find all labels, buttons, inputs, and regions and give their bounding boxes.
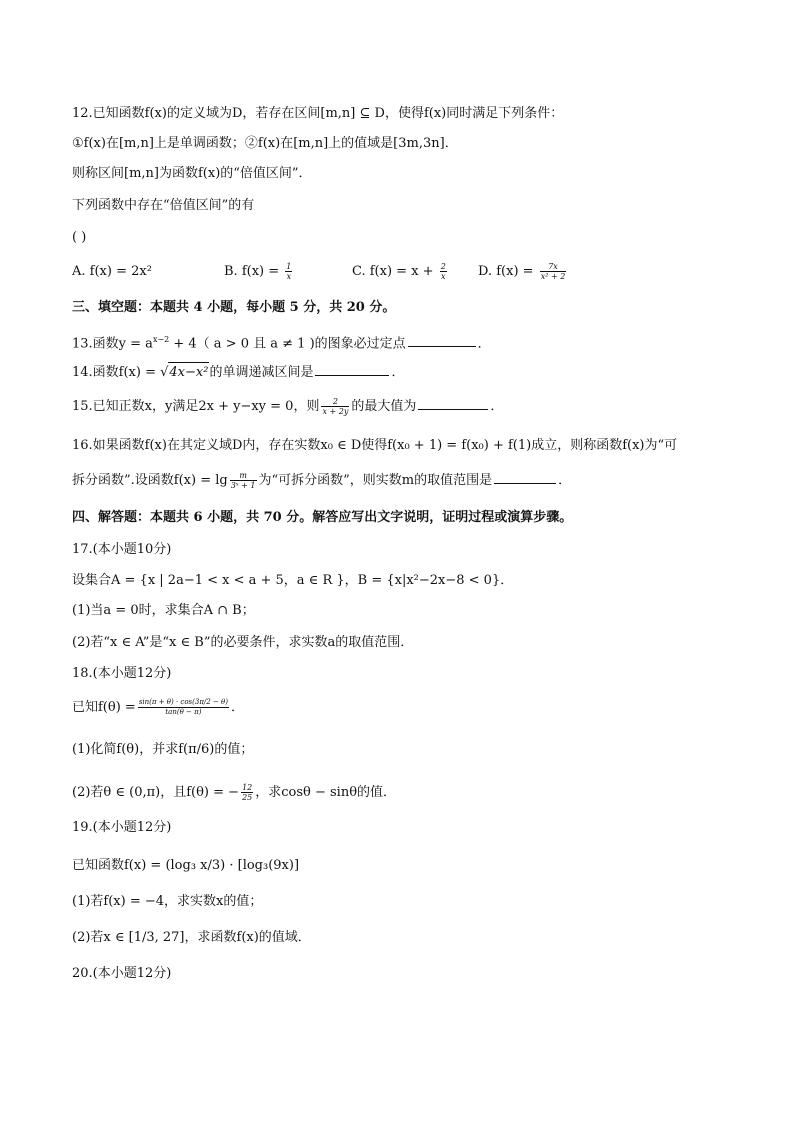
q18-line3-num: 12 [242, 783, 253, 792]
q19-line1: 已知函数f(x) = (log₃ x/3) · [log₃(9x)] [72, 858, 300, 873]
q14-pre: 14.函数f(x) = √ [72, 365, 169, 380]
q18-line3-pre: (2)若θ ∈ (0,π)，且f(θ) = − [72, 785, 240, 800]
q12-option-b-fraction [285, 262, 292, 281]
q12-option-b-den: x [286, 272, 292, 281]
q15 [72, 397, 503, 417]
q15-pre: 15.已知正数x，y满足2x + y−xy = 0，则 [72, 399, 320, 414]
q12-line2: ①f(x)在[m,n]上是单调函数；②f(x)在[m,n]上的值域是[3m,3n]． [72, 136, 458, 151]
q12-option-b-num: 1 [286, 262, 292, 271]
q18-den: tan(θ − π) [165, 708, 202, 716]
q18-num: sin(π + θ) · cos(3π/2 − θ) [138, 698, 229, 706]
q13-mid: + 4（ a > 0 且 a ≠ 1 )的图象必过定点 [169, 336, 406, 352]
q12-option-c-den: x [440, 272, 446, 281]
q18-line2: (1)化简f(θ)，并求f(π/6)的值； [72, 742, 254, 757]
q13-pre: 13.函数y = a [72, 336, 153, 352]
q15-answer-blank [418, 408, 488, 410]
q19-line3: (2)若x ∈ [1/3, 27]，求函数f(x)的值域． [72, 930, 311, 945]
q12-option-d [478, 262, 568, 282]
q15-mid: 的最大值为 [351, 399, 417, 414]
q12-option-c-fraction [440, 262, 447, 281]
q14 [72, 362, 404, 383]
q12-option-c-pre: C. f(x) = x + [352, 264, 434, 279]
q12-option-c-num: 2 [440, 262, 446, 271]
q18-line3-end: ，求cosθ − sinθ的值． [255, 785, 397, 800]
q12-option-c [352, 262, 449, 282]
q16-line2 [72, 471, 571, 491]
q12-line4: 下列函数中存在“倍值区间”的有 [72, 198, 255, 213]
q18-end: ． [231, 700, 245, 715]
q18-line1 [72, 698, 244, 718]
section4-heading: 四、解答题：本题共 6 小题，共 70 分。解答应写出文字说明，证明过程或演算步骤。 [72, 510, 573, 525]
q13-exponent: x−2 [152, 335, 170, 344]
q12-option-d-num: 7x [540, 262, 567, 272]
q17-line2: (1)当a = 0时，求集合A ∩ B； [72, 603, 255, 618]
q13-answer-blank [408, 345, 476, 347]
q12-option-d-fraction [540, 262, 567, 281]
q14-mid: 的单调递减区间是 [209, 365, 314, 380]
q14-end: ． [391, 365, 405, 380]
q12-line3: 则称区间[m,n]为函数f(x)的“倍值区间”． [72, 166, 312, 181]
q12-option-d-pre: D. f(x) = [478, 264, 534, 279]
q18-line3-fraction [241, 783, 253, 802]
q12-line1: 12.已知函数f(x)的定义域为D，若存在区间[m,n] ⊆ D，使得f(x)同时满足下列条件： [72, 106, 564, 121]
q12-option-b [224, 262, 294, 282]
q17-head: 17.(本小题10分) [72, 542, 172, 557]
q16-fraction [230, 471, 257, 490]
q19-head: 19.(本小题12分) [72, 820, 172, 835]
q16-end: ． [558, 473, 572, 488]
q13 [72, 330, 491, 354]
q12-paren: ( ) [72, 230, 87, 245]
q15-den: x + 2y [322, 407, 349, 416]
q20-head: 20.(本小题12分) [72, 966, 172, 981]
q16-pre: 拆分函数”.设函数f(x) = lg [72, 473, 228, 488]
q18-head: 18.(本小题12分) [72, 666, 172, 681]
q18-line3 [72, 783, 396, 803]
q18-pre: 已知f(θ) = [72, 700, 136, 715]
q17-line3: (2)若“x ∈ A”是“x ∈ B”的必要条件，求实数a的取值范围． [72, 635, 414, 650]
q16-num: m [230, 471, 257, 481]
q13-end: ． [477, 336, 491, 352]
section3-heading: 三、填空题：本题共 4 小题，每小题 5 分，共 20 分。 [72, 300, 396, 315]
q16-mid: 为“可拆分函数”，则实数m的取值范围是 [258, 473, 493, 488]
q16-line1: 16.如果函数f(x)在其定义域D内，存在实数x₀ ∈ D使得f(x₀ + 1) = f(x₀) + f(1)成立，则称函数f(x)为“可 [72, 438, 678, 453]
q16-answer-blank [494, 482, 556, 484]
q14-radicand: 4x−x² [168, 362, 209, 383]
q18-line3-den: 25 [242, 793, 253, 802]
q18-fraction [138, 698, 229, 717]
q19-line2: (1)若f(x) = −4，求实数x的值； [72, 894, 263, 909]
q15-end: ． [490, 399, 504, 414]
q17-line1: 设集合A = {x | 2a−1 < x < a + 5，a ∈ R }，B = {x|x²−2x−8 < 0}． [72, 573, 514, 588]
q12-option-a: A. f(x) = 2x² [72, 264, 152, 279]
q15-fraction [321, 397, 349, 416]
q14-answer-blank [315, 374, 389, 376]
q15-num: 2 [321, 397, 349, 407]
q16-den: 3ˣ + 1 [230, 481, 256, 490]
q12-option-d-den: x² + 2 [540, 272, 566, 281]
q12-option-b-pre: B. f(x) = [224, 264, 280, 279]
